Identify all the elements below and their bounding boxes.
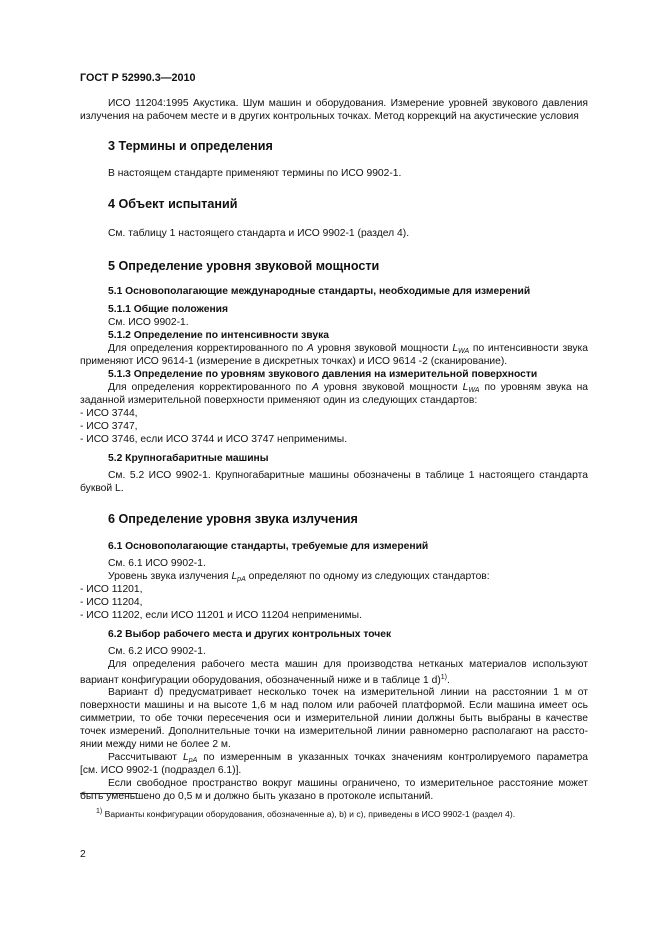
- page-header-title: ГОСТ Р 52990.3—2010: [80, 72, 196, 84]
- page-number: 2: [80, 849, 86, 860]
- section-6-2-line-1: См. 6.2 ИСО 9902-1.: [108, 646, 206, 657]
- section-6-2-para-2-line: янии между ними не более 2 м.: [80, 739, 231, 750]
- section-5-1-1-text: См. ИСО 9902-1.: [108, 317, 189, 328]
- symbol-L: L: [182, 752, 189, 763]
- list-item: - ИСО 11201,: [80, 584, 143, 595]
- section-5-1-3-line-1: Для определения корректированного по А уровня звуковой мощности $L_{WA}$ по уровням звука на: [108, 382, 588, 394]
- symbol-L: L: [231, 571, 238, 582]
- list-item: - ИСО 3746, если ИСО 3744 и ИСО 3747 неприменимы.: [80, 434, 348, 445]
- section-6-2-para-2-line: Вариант d) предусматривает несколько точек на измерительной линии на расстоянии 1 м от: [108, 687, 588, 698]
- intro-line-1: ИСО 11204:1995 Акустика. Шум машин и оборудования. Измерение уровней звукового давления: [108, 98, 588, 109]
- section-6-2-para-2-line: симметрии, то обе точки пересечения оси и измерительной линии должны быть выбраны в качестве: [80, 713, 588, 724]
- section-5-heading: 5 Определение уровня звуковой мощности: [108, 259, 380, 273]
- section-6-1-heading: 6.1 Основополагающие стандарты, требуемые для измерений: [108, 541, 429, 552]
- section-6-2-para-1-line-1: Для определения рабочего места машин для производства нетканых материалов используют: [108, 659, 588, 670]
- section-6-2-para-2-line: поверхности машины и на высоте 1,6 м над полом или рабочей платформой. Если машина имеет ось: [80, 700, 588, 711]
- section-6-2-para-4-line: Если свободное пространство вокруг машины ограничено, то измерительное расстояние может: [108, 778, 588, 789]
- section-6-2-para-4-line: быть уменьшено до 0,5 м и должно быть указано в протоколе испытаний.: [80, 791, 434, 802]
- section-6-2-para-3-line-1: Рассчитывают $L_{pA}$ по измеренным в указанных точках значениям контролируемого параметра: [108, 752, 589, 764]
- section-6-2-para-3-line-2: [см. ИСО 9902-1 (подраздел 6.1)].: [80, 765, 242, 776]
- section-5-1-heading: 5.1 Основополагающие международные стандарты, необходимые для измерений: [108, 286, 531, 297]
- list-item: - ИСО 11204,: [80, 597, 143, 608]
- footnote-ref: 1): [440, 674, 447, 681]
- section-6-1-line-1: См. 6.1 ИСО 9902-1.: [108, 558, 206, 569]
- section-5-1-2-line-2: применяют ИСО 9614-1 (измерение в дискретных точках) и ИСО 9614 -2 (сканирование).: [80, 356, 508, 367]
- intro-line-2: излучения на рабочем месте и в других контрольных точках. Метод коррекций на акустические условия: [80, 111, 579, 122]
- section-5-1-3-heading: 5.1.3 Определение по уровням звукового давления на измерительной поверхности: [108, 369, 538, 380]
- section-5-1-2-line-1: Для определения корректированного по А уровня звуковой мощности $L_{WA}$ по интенсивности звука: [108, 343, 589, 355]
- section-3-heading: 3 Термины и определения: [108, 139, 273, 153]
- section-3-text: В настоящем стандарте применяют термины по ИСО 9902-1.: [108, 168, 402, 179]
- section-6-2-para-2-line: точек измерений. Дополнительные точки на измерительной линии равномерно располагают на рассто-: [80, 726, 588, 737]
- section-5-2-heading: 5.2 Крупногабаритные машины: [108, 453, 269, 464]
- footnote: $^{1)}$ Варианты конфигурации оборудования, обозначенные a), b) и c), приведены в ИСО 9902-1 (раздел 4).: [96, 808, 516, 819]
- symbol-L: L: [452, 343, 459, 354]
- footnote-mark: 1): [96, 808, 103, 815]
- section-6-1-line-2: Уровень звука излучения $L_{pA}$ определяют по одному из следующих стандартов:: [108, 571, 490, 583]
- list-item: - ИСО 3747,: [80, 421, 138, 432]
- section-6-2-heading: 6.2 Выбор рабочего места и других контрольных точек: [108, 629, 392, 640]
- section-4-heading: 4 Объект испытаний: [108, 197, 238, 211]
- section-4-text: См. таблицу 1 настоящего стандарта и ИСО 9902-1 (раздел 4).: [108, 228, 410, 239]
- footnote-divider: [80, 793, 138, 794]
- list-item: - ИСО 11202, если ИСО 11201 и ИСО 11204 неприменимы.: [80, 610, 362, 621]
- section-6-heading: 6 Определение уровня звука излучения: [108, 512, 358, 526]
- symbol-L: L: [462, 382, 469, 393]
- section-6-2-para-1-line-2: вариант конфигурации оборудования, обозначенный ниже и в таблице 1 d)$^{1)}$.: [80, 674, 450, 686]
- section-5-1-1-heading: 5.1.1 Общие положения: [108, 304, 228, 315]
- list-item: - ИСО 3744,: [80, 408, 138, 419]
- section-5-2-line-2: буквой L.: [80, 483, 124, 494]
- section-5-2-line-1: См. 5.2 ИСО 9902-1. Крупногабаритные машины обозначены в таблице 1 настоящего стандарта: [108, 470, 588, 481]
- section-5-1-3-line-2: заданной измерительной поверхности применяют один из следующих стандартов:: [80, 395, 478, 406]
- section-5-1-2-heading: 5.1.2 Определение по интенсивности звука: [108, 330, 329, 341]
